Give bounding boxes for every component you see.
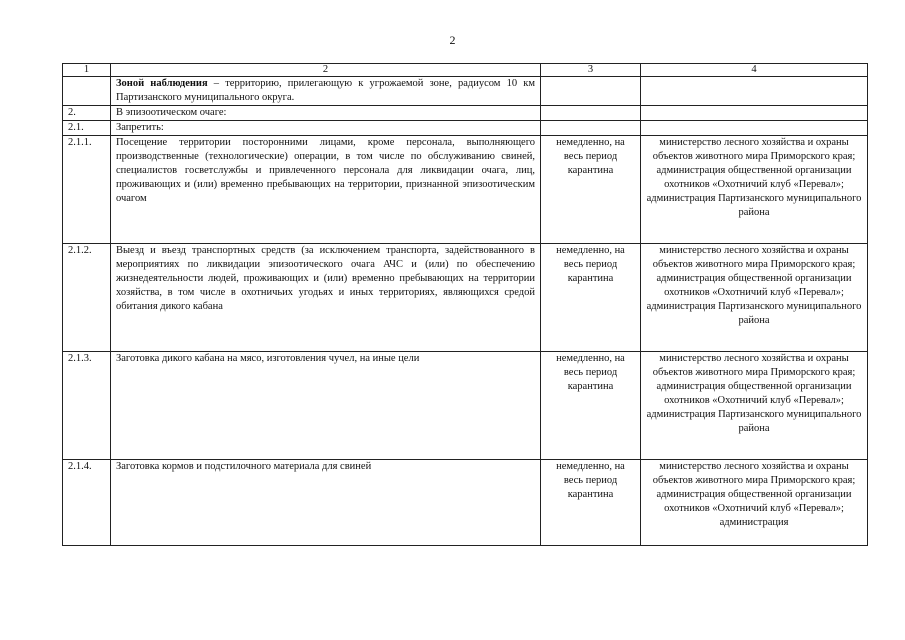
zone-definition: – территорию, прилегающую к угрожаемой зоне, радиусом 10 км Партизанского муниципального округа. (116, 78, 535, 103)
row-text: Заготовка кормов и подстилочного материала для свиней (111, 460, 541, 546)
row-responsible: министерство лесного хозяйства и охраны объектов животного мира Приморского края; администрация общественной организации охотников «Охотничий клуб «Перевал»; администрация Партизанского муниципального района (641, 136, 868, 244)
page-number: 2 (449, 33, 456, 47)
subsection-row (63, 121, 868, 136)
row-term: немедленно, на весь период карантина (541, 136, 641, 244)
row-responsible (641, 121, 868, 136)
row-text: Посещение территории посторонними лицами, кроме персонала, выполняющего производственные (технологические) операции, в том числе по обслуживанию свиней, специалистов госветслужбы и привлеченного персонала для ликвидации очага, лиц, проживающих и (или) временно пребывающих на территории, признанной эпизоотическим очагом (111, 136, 541, 244)
header-cell: 2 (111, 64, 541, 77)
row-number (63, 77, 111, 106)
table-row (63, 352, 868, 460)
row-responsible: министерство лесного хозяйства и охраны объектов животного мира Приморского края; администрация общественной организации охотников «Охотничий клуб «Перевал»; администрация (641, 460, 868, 546)
table-row (63, 244, 868, 352)
row-text (111, 77, 541, 106)
row-responsible: министерство лесного хозяйства и охраны объектов животного мира Приморского края; администрация общественной организации охотников «Охотничий клуб «Перевал»; администрация Партизанского муниципального района (641, 244, 868, 352)
row-responsible (641, 106, 868, 121)
row-text: Заготовка дикого кабана на мясо, изготовления чучел, на иные цели (111, 352, 541, 460)
subsection-number: 2.1. (63, 121, 111, 136)
row-text: Выезд и въезд транспортных средств (за исключением транспорта, задействованного в мероприятиях по ликвидации эпизоотического очага АЧС и (или) по обеспечению жизнедеятельности людей, проживающих и (или) временно пребывающих на территории хозяйства, в том числе в охотничьих угодьях и иных территориях, являющихся средой обитания дикого кабана (111, 244, 541, 352)
zone-term: Зоной наблюдения (116, 78, 208, 89)
row-number: 2.1.1. (63, 136, 111, 244)
quarantine-measures-table (62, 63, 868, 546)
header-cell: 1 (63, 64, 111, 77)
row-term (541, 77, 641, 106)
section-title: В эпизоотическом очаге: (111, 106, 541, 121)
row-responsible: министерство лесного хозяйства и охраны объектов животного мира Приморского края; администрация общественной организации охотников «Охотничий клуб «Перевал»; администрация Партизанского муниципального района (641, 352, 868, 460)
row-term: немедленно, на весь период карантина (541, 460, 641, 546)
row-responsible (641, 77, 868, 106)
row-term: немедленно, на весь период карантина (541, 352, 641, 460)
table-header-row (63, 64, 868, 77)
table-row (63, 136, 868, 244)
row-number: 2.1.4. (63, 460, 111, 546)
section-number: 2. (63, 106, 111, 121)
row-number: 2.1.2. (63, 244, 111, 352)
row-term (541, 121, 641, 136)
subsection-title: Запретить: (111, 121, 541, 136)
section-row (63, 106, 868, 121)
row-term: немедленно, на весь период карантина (541, 244, 641, 352)
row-number: 2.1.3. (63, 352, 111, 460)
header-cell: 3 (541, 64, 641, 77)
header-cell: 4 (641, 64, 868, 77)
table-row (63, 77, 868, 106)
row-term (541, 106, 641, 121)
table-row (63, 460, 868, 546)
